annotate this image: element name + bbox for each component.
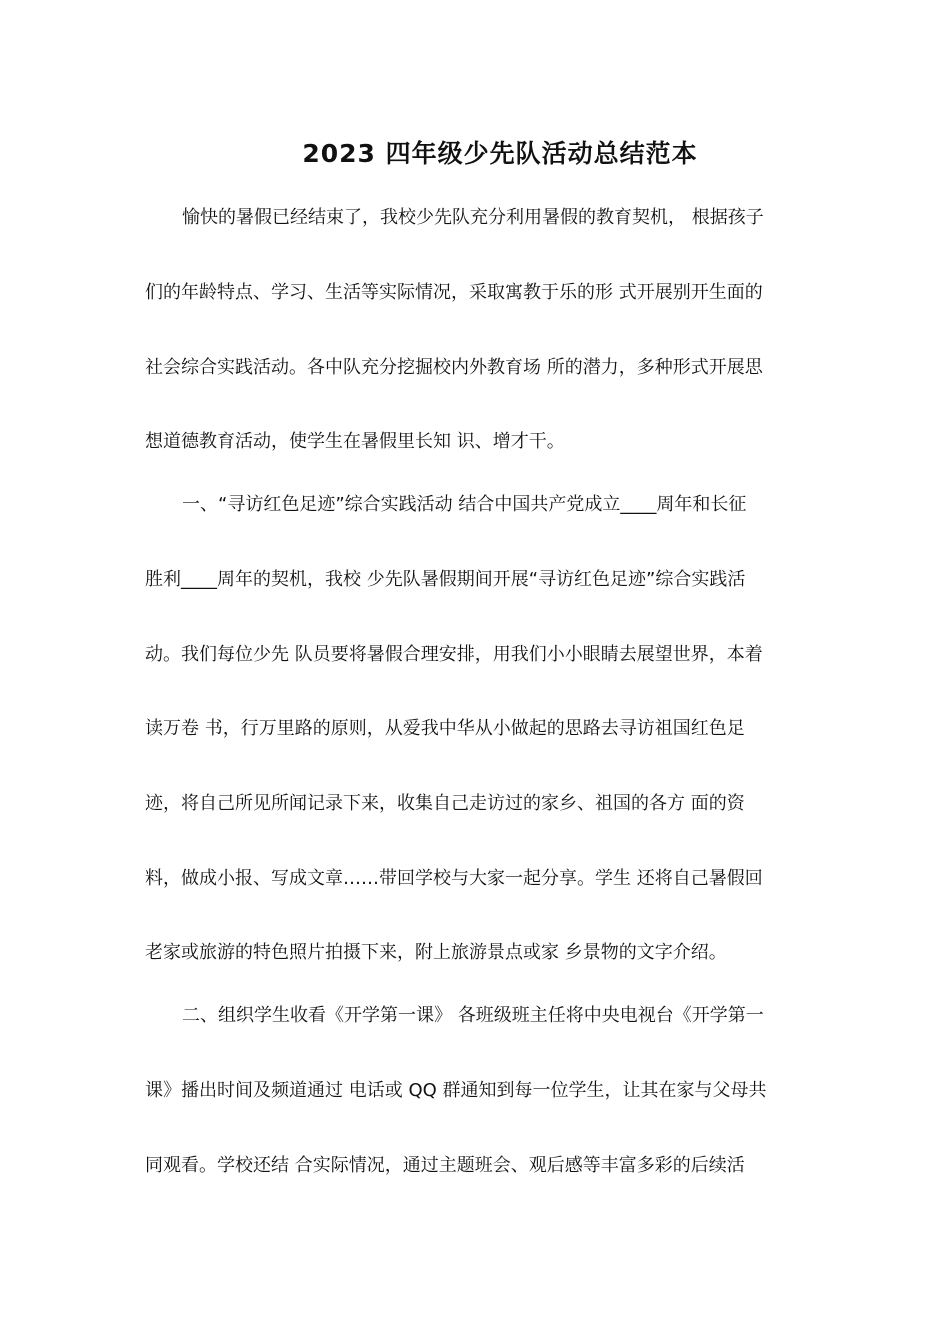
document-title: 2023 四年级少先队活动总结范本	[302, 139, 698, 168]
paragraph-line: 想道德教育活动，使学生在暑假里长知 识、增才干。	[145, 431, 565, 452]
paragraph-line: 二、组织学生收看《开学第一课》 各班级班主任将中央电视台《开学第一	[182, 1005, 764, 1026]
paragraph-line: 一、“寻访红色足迹”综合实践活动 结合中国共产党成立____周年和长征	[182, 494, 747, 515]
paragraph-line: 动。我们每位少先 队员要将暑假合理安排，用我们小小眼睛去展望世界，本着	[145, 644, 763, 665]
paragraph-line: 读万卷 书，行万里路的原则，从爱我中华从小做起的思路去寻访祖国红色足	[145, 718, 745, 739]
paragraph-line: 老家或旅游的特色照片拍摄下来，附上旅游景点或家 乡景物的文字介绍。	[145, 942, 727, 963]
paragraph-line: 们的年龄特点、学习、生活等实际情况，采取寓教于乐的形 式开展别开生面的	[145, 282, 763, 303]
paragraph-line: 社会综合实践活动。各中队充分挖掘校内外教育场 所的潜力，多种形式开展思	[145, 357, 763, 378]
paragraph-line: 课》播出时间及频道通过 电话或 QQ 群通知到每一位学生，让其在家与父母共	[145, 1080, 767, 1101]
paragraph-line: 愉快的暑假已经结束了，我校少先队充分利用暑假的教育契机， 根据孩子	[182, 207, 764, 228]
paragraph-line: 胜利____周年的契机，我校 少先队暑假期间开展“寻访红色足迹”综合实践活	[145, 569, 746, 590]
paragraph-line: 迹，将自己所见所闻记录下来，收集自己走访过的家乡、祖国的各方 面的资	[145, 793, 745, 814]
paragraph-line: 同观看。学校还结 合实际情况，通过主题班会、观后感等丰富多彩的后续活	[145, 1155, 745, 1176]
paragraph-line: 料，做成小报、写成文章……带回学校与大家一起分享。学生 还将自己暑假回	[145, 868, 763, 889]
